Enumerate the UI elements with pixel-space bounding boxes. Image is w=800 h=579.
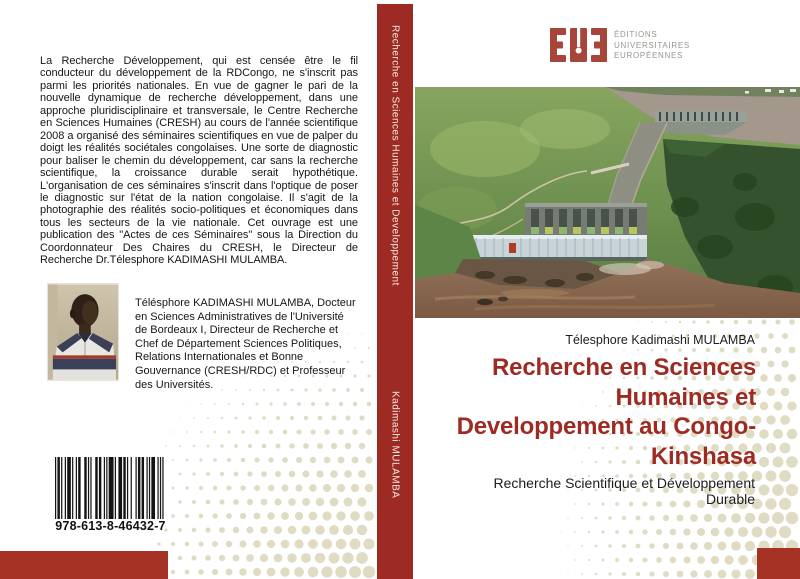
author-bio: Télésphore KADIMASHI MULAMBA, Docteur en Sciences Administratives de l'Université de Bordeaux I, Directeur de Recherche et Chef de Département Sciences Politiques, Relations Internationales et Bonne Gouvernance (CRESH/RDC) et Professeur des Universités. — [135, 297, 356, 391]
book-subtitle-line: Recherche Scientifique et Développement — [493, 475, 755, 491]
book-subtitle — [415, 475, 755, 507]
book-title-line: Recherche en Sciences — [492, 354, 756, 381]
publisher-line: EUROPÉENNES — [614, 51, 684, 60]
isbn-label: 978-613-8-46432-7 — [55, 519, 166, 533]
book-title — [386, 353, 756, 471]
cover-photo — [415, 87, 800, 318]
publisher-line: UNIVERSITAIRES — [614, 40, 690, 50]
spine — [377, 4, 413, 579]
front-author: Télesphore Kadimashi MULAMBA — [565, 333, 755, 347]
red-square — [757, 548, 800, 579]
author-portrait-photo — [47, 283, 119, 381]
spine-author: Kadimashi MULAMBA — [389, 391, 401, 499]
barcode — [53, 457, 168, 519]
book-title-line: Humaines et — [615, 383, 756, 411]
publisher-line: ÉDITIONS — [614, 30, 658, 39]
publisher-logo — [550, 28, 690, 62]
book-title-line: Developpement au Congo- — [456, 413, 756, 440]
red-bar — [0, 551, 168, 579]
eue-logo-icon — [550, 28, 607, 62]
book-subtitle-line: Durable — [705, 491, 755, 507]
publisher-name — [614, 30, 690, 62]
book-title-line: Kinshasa — [650, 442, 756, 470]
back-cover-blurb: La Recherche Développement, qui est censée être le fil conducteur du développement de la RDCongo, ne s'inscrit pas parmi les priorités nationales. En vue de gagner le pari de la nouvelle dynamique de recherche développement, dans une approche pluridisciplinaire et transversale, le Centre Recherche en Sciences Humaines (CRESH) au cours de l'année scientifique 2008 a organisé des séminaires scientifiques en vue de palper du doigt les réalités sociétales congolaises. Une sorte de diagnostic pour baliser le chemin du développement, car sans la recherche scientifique, la croissance durable serait hypothétique. L'organisation de ces séminaires s'inscrit dans l'optique de poser le diagnostic sur l'état de la nation congolaise. Il s'agit de la photographie des réalités socio-politiques et économiques dans tous les secteurs de la vie nationale. Cet ouvrage est une publication des "Actes de ces Séminaires" sous la Direction du Coordonnateur Des Chaires du CRESH, le Directeur de Recherche Dr.Télesphore KADIMASHI MULAMBA. — [40, 55, 358, 267]
spine-title: Recherche en Sciences Humaines et Developpement — [389, 25, 401, 286]
